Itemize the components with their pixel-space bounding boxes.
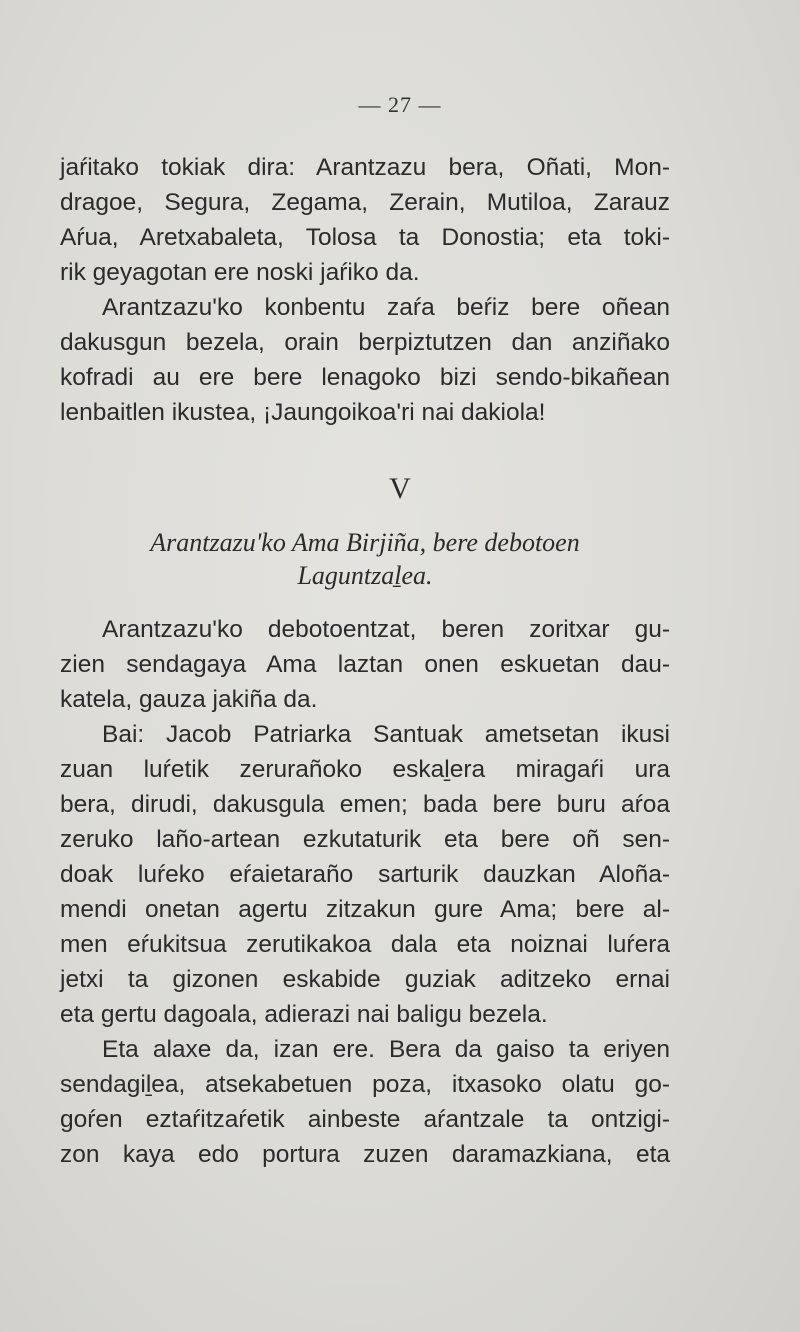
- text-line: jetxi ta gizonen eskabide guziak aditzeko ernai: [60, 966, 670, 993]
- text-block-top: [60, 150, 670, 430]
- section-title-line: Laguntzaḻea.: [297, 561, 433, 590]
- text-line: eta gertu dagoala, adierazi nai baligu bezela.: [60, 1001, 548, 1028]
- text-line: Bai: Jacob Patriarka Santuak ametsetan ikusi: [102, 721, 670, 748]
- paragraph: [60, 612, 670, 717]
- text-line: sendagiḻea, atsekabetuen poza, itxasoko olatu go-: [60, 1071, 670, 1098]
- text-line: rik geyagotan ere noski jaŕiko da.: [60, 259, 420, 286]
- text-block-bottom: [60, 612, 670, 1172]
- text-line: dakusgun bezela, orain berpiztutzen dan anziñako: [60, 329, 670, 356]
- text-line: zeruko laño-artean ezkutaturik eta bere oñ sen-: [60, 826, 670, 853]
- text-line: goŕen eztaŕitzaŕetik ainbeste aŕantzale ta ontzigi-: [60, 1106, 670, 1133]
- page-number: — 27 —: [358, 92, 442, 117]
- text-line: men eŕukitsua zerutikakoa dala eta noiznai luŕera: [60, 931, 670, 958]
- section-numeral: V: [389, 472, 411, 505]
- text-line: zien sendagaya Ama laztan onen eskuetan dau-: [60, 651, 670, 678]
- text-line: lenbaitlen ikustea, ¡Jaungoikoa'ri nai dakiola!: [60, 399, 546, 426]
- paragraph: [60, 1032, 670, 1172]
- text-line: katela, gauza jakiña da.: [60, 686, 318, 713]
- text-line: bera, dirudi, dakusgula emen; bada bere buru aŕoa: [60, 791, 670, 818]
- text-line: zon kaya edo portura zuzen daramazkiana, eta: [60, 1141, 670, 1168]
- paragraph: [60, 150, 670, 290]
- text-line: kofradi au ere bere lenagoko bizi sendo-bikañean: [60, 364, 670, 391]
- text-line: mendi onetan agertu zitzakun gure Ama; bere al-: [60, 896, 670, 923]
- text-line: Aŕua, Aretxabaleta, Tolosa ta Donostia; eta toki-: [60, 224, 670, 251]
- text-line: doak luŕeko eŕaietaraño sarturik dauzkan Aloña-: [60, 861, 670, 888]
- paragraph: [60, 717, 670, 1032]
- section-title-line: Arantzazu'ko Ama Birjiña, bere debotoen: [150, 528, 580, 557]
- paragraph: [60, 290, 670, 430]
- text-line: jaŕitako tokiak dira: Arantzazu bera, Oñati, Mon-: [60, 154, 670, 181]
- text-line: Eta alaxe da, izan ere. Bera da gaiso ta eriyen: [102, 1036, 670, 1063]
- text-line: Arantzazu'ko konbentu zaŕa beŕiz bere oñean: [102, 294, 670, 321]
- text-line: dragoe, Segura, Zegama, Zerain, Mutiloa, Zarauz: [60, 189, 670, 216]
- text-line: zuan luŕetik zeruraño​ko eskaḻera miragaŕi ura: [60, 756, 670, 783]
- text-line: Arantzazu'ko debotoentzat, beren zoritxar gu-: [102, 616, 670, 643]
- section-title: [60, 526, 670, 592]
